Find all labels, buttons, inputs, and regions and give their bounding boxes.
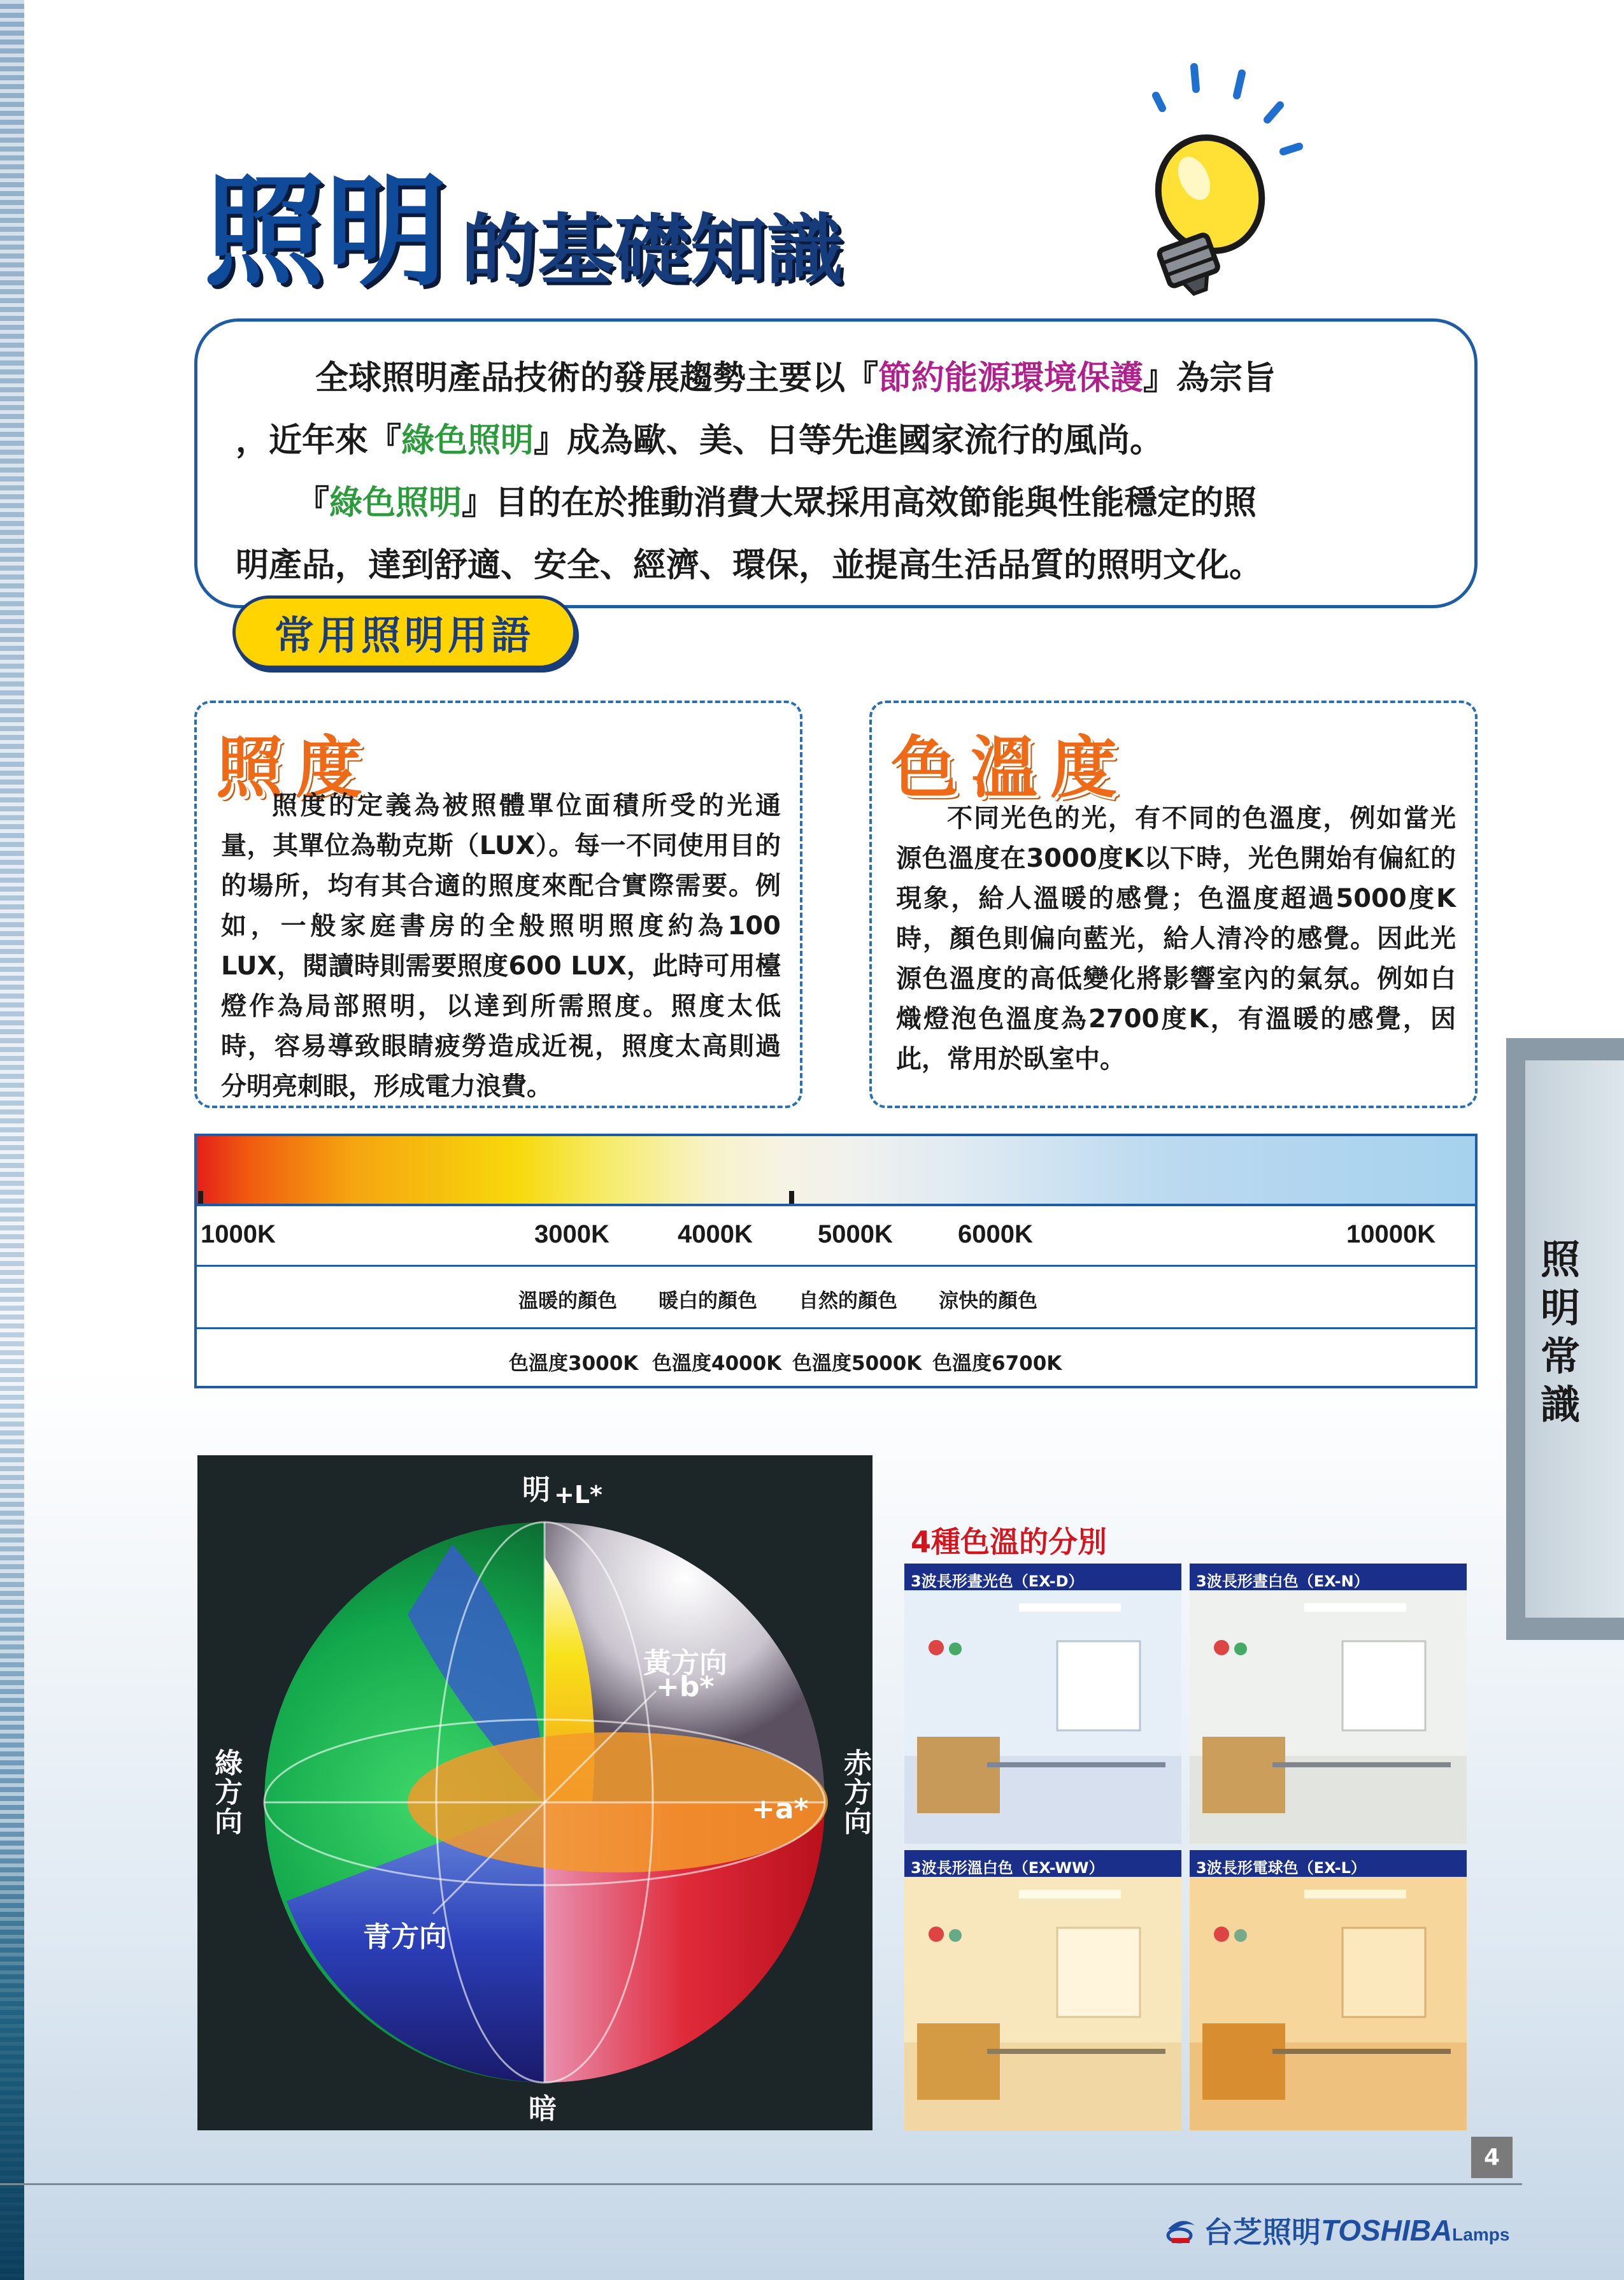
photo-natural-white xyxy=(1190,1564,1467,1844)
intro-text: 『 xyxy=(296,484,330,522)
photo-caption: 3波長形晝光色（EX-D） xyxy=(904,1564,1181,1590)
spectrum-tick xyxy=(789,1191,794,1204)
photo-caption: 3波長形溫白色（EX-WW） xyxy=(904,1850,1181,1877)
color-temp-heading: 色溫度 xyxy=(891,729,1130,807)
color-temp-box xyxy=(869,701,1478,1108)
photo-warm-white xyxy=(904,1850,1181,2130)
sphere-label-red: 赤方向 xyxy=(839,1748,871,1836)
left-decorative-strip xyxy=(0,0,24,2280)
brand-logo xyxy=(1165,2211,1509,2249)
photo-caption: 3波長形晝白色（EX-N） xyxy=(1190,1564,1467,1590)
color-name: 自然的顏色 xyxy=(799,1290,897,1313)
color-sphere-diagram xyxy=(197,1455,873,2130)
kelvin-label: 10000K xyxy=(1346,1220,1436,1248)
kelvin-row xyxy=(197,1206,1475,1267)
color-name: 溫暖的顏色 xyxy=(518,1290,617,1313)
intro-box xyxy=(194,318,1478,608)
toshiba-logo-icon xyxy=(1165,2216,1197,2244)
color-name-row xyxy=(197,1267,1475,1329)
color-temp-photo-grid xyxy=(904,1564,1471,2130)
spectrum-tick xyxy=(198,1191,203,1204)
sphere-label-yellow: 黃方向 xyxy=(643,1647,727,1679)
intro-text: 』為宗旨 xyxy=(1143,359,1276,397)
sphere-label-green: 綠方向 xyxy=(210,1748,242,1836)
intro-line-1 xyxy=(236,347,1436,410)
section-tag xyxy=(232,595,576,669)
footer-divider xyxy=(0,2183,1522,2185)
intro-highlight-green: 綠色照明 xyxy=(329,484,462,522)
sphere-label-light: 明 xyxy=(522,1474,550,1506)
side-tab-label: 照明常識 xyxy=(1540,1236,1580,1428)
section-tag-label: 常用照明用語 xyxy=(274,612,534,659)
color-temperature-table xyxy=(194,1204,1478,1388)
kelvin-label: 4000K xyxy=(678,1220,753,1248)
page-title-sub: 的基礎知識 xyxy=(461,206,844,295)
temp-label: 色溫度4000K xyxy=(652,1352,782,1375)
temp-label: 色溫度3000K xyxy=(509,1352,639,1375)
side-chapter-tab[interactable] xyxy=(1506,1038,1624,1640)
room-photo xyxy=(904,1590,1181,1844)
sphere-label-L-axis: +L* xyxy=(554,1481,602,1509)
kelvin-label: 1000K xyxy=(201,1220,276,1248)
intro-text: 』目的在於推動消費大眾採用高效節能與性能穩定的照 xyxy=(462,484,1257,522)
brand-name-cn: 台芝照明 xyxy=(1204,2215,1321,2249)
photos-title: 4種色溫的分別 xyxy=(911,1525,1108,1559)
page-number: 4 xyxy=(1471,2137,1513,2178)
temp-label: 色溫度6700K xyxy=(932,1352,1062,1375)
room-photo xyxy=(1190,1590,1467,1844)
sphere-label-cyan: 青方向 xyxy=(363,1921,447,1953)
kelvin-label: 6000K xyxy=(958,1220,1033,1248)
intro-text: 全球照明產品技術的發展趨勢主要以『 xyxy=(315,359,879,397)
brand-suffix: Lamps xyxy=(1452,2225,1510,2244)
brand-name-en: TOSHIBA xyxy=(1321,2214,1453,2247)
color-temperature-spectrum xyxy=(194,1134,1478,1204)
room-photo xyxy=(1190,1877,1467,2130)
temp-label: 色溫度5000K xyxy=(792,1352,922,1375)
intro-highlight-green: 綠色照明 xyxy=(401,422,534,460)
intro-line-2 xyxy=(236,410,1436,472)
sphere-label-a-axis: +a* xyxy=(751,1793,809,1825)
kelvin-label: 3000K xyxy=(534,1220,609,1248)
intro-text: 』成為歐、美、日等先進國家流行的風尚。 xyxy=(534,422,1164,460)
color-name: 暖白的顏色 xyxy=(659,1290,757,1313)
color-name: 涼快的顏色 xyxy=(939,1290,1037,1313)
sphere-label-b-axis: +b* xyxy=(656,1671,715,1703)
intro-text: ，近年來『 xyxy=(236,422,402,460)
color-temp-body: 不同光色的光，有不同的色溫度，例如當光源色溫度在3000度K以下時，光色開始有偏紅的現象，給人溫暖的感覺；色溫度超過5000度K時，顏色則偏向藍光，給人清冷的感覺。因此光源色溫度的高低變化將影響室內的氣氛。例如白熾燈泡色溫度為2700度K，有溫暖的感覺，因此，常用於臥室中。 xyxy=(896,804,1456,1074)
room-photo xyxy=(904,1877,1181,2130)
intro-line-4: 明產品，達到舒適、安全、經濟、環保，並提高生活品質的照明文化。 xyxy=(236,546,1263,585)
temp-label-row xyxy=(197,1329,1475,1388)
kelvin-label: 5000K xyxy=(818,1220,893,1248)
intro-highlight-energy: 節約能源環境保護 xyxy=(878,359,1144,397)
photo-caption: 3波長形電球色（EX-L） xyxy=(1190,1850,1467,1877)
lightbulb-icon xyxy=(1127,57,1318,299)
page-title xyxy=(204,146,844,303)
page-title-main: 照明 xyxy=(204,162,449,303)
illuminance-body: 照度的定義為被照體單位面積所受的光通量，其單位為勒克斯（LUX）。每一不同使用目的的場所，均有其合適的照度來配合實際需要。例如，一般家庭書房的全般照明照度約為100 LUX，閱讀時則需要照度600 LUX，此時可用檯燈作為局部照明，以達到所需照度。照度太低時，容易導致眼睛疲勞造成近視，照度太高則過分明亮刺眼，形成電力浪費。 xyxy=(221,791,781,1101)
photo-incandescent xyxy=(1190,1850,1467,2130)
illuminance-heading: 照度 xyxy=(216,729,376,807)
sphere-label-dark: 暗 xyxy=(529,2093,557,2125)
illuminance-box xyxy=(194,701,802,1108)
photo-daylight xyxy=(904,1564,1181,1844)
intro-line-3 xyxy=(236,472,1436,534)
